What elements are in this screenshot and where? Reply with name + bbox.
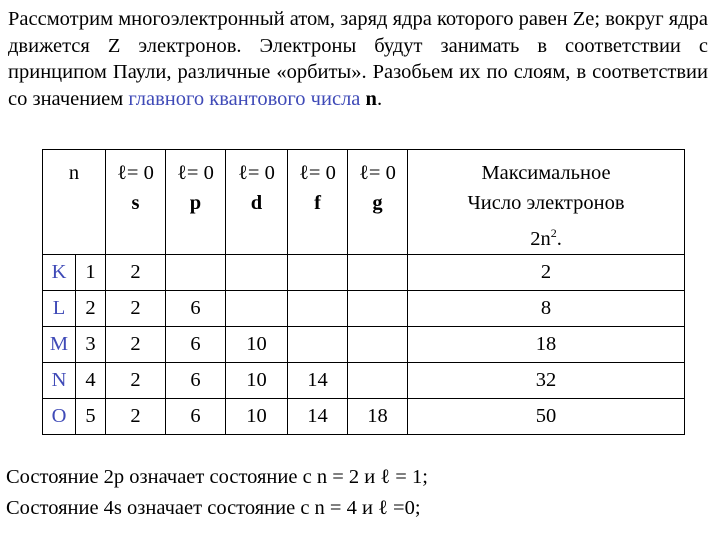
header-l-d <box>226 150 288 255</box>
orbital-label: g <box>372 192 383 214</box>
electron-shells-table <box>42 149 685 435</box>
cell-f: 14 <box>288 398 348 434</box>
cell-g <box>348 290 408 326</box>
header-l-g <box>348 150 408 255</box>
footer-notes <box>6 462 428 524</box>
cell-d <box>226 254 288 290</box>
shell-letter: M <box>43 326 76 362</box>
header-max-line1: Максимальное <box>481 162 611 184</box>
footer-line-4s: Состояние 4s означает состояние с n = 4 и ℓ =0; <box>6 497 421 519</box>
header-max-line3 <box>408 218 684 254</box>
cell-g <box>348 326 408 362</box>
orbital-label: s <box>131 192 140 214</box>
shell-n: 4 <box>76 362 106 398</box>
orbital-label: p <box>189 192 202 214</box>
cell-f <box>288 254 348 290</box>
header-max-line2: Число электронов <box>467 192 625 214</box>
l-value-label: ℓ= 0 <box>359 162 396 184</box>
header-l-p <box>166 150 226 255</box>
cell-f <box>288 290 348 326</box>
cell-p: 6 <box>166 398 226 434</box>
cell-p: 6 <box>166 290 226 326</box>
shell-n: 3 <box>76 326 106 362</box>
table-row <box>43 362 685 398</box>
intro-paragraph <box>8 6 708 112</box>
footer-line-2p: Состояние 2p означает состояние с n = 2 и ℓ = 1; <box>6 466 428 488</box>
intro-end: . <box>376 87 383 110</box>
cell-max: 18 <box>408 326 685 362</box>
shell-letter: K <box>43 254 76 290</box>
cell-max: 8 <box>408 290 685 326</box>
cell-d: 10 <box>226 362 288 398</box>
cell-max: 50 <box>408 398 685 434</box>
cell-d: 10 <box>226 398 288 434</box>
cell-d <box>226 290 288 326</box>
cell-s: 2 <box>106 326 166 362</box>
table-row <box>43 326 685 362</box>
cell-max: 2 <box>408 254 685 290</box>
header-n-label: n <box>68 162 80 184</box>
cell-s: 2 <box>106 290 166 326</box>
formula-end: . <box>556 227 562 250</box>
l-value-label: ℓ= 0 <box>117 162 154 184</box>
cell-p <box>166 254 226 290</box>
header-l-s <box>106 150 166 255</box>
cell-g <box>348 254 408 290</box>
intro-text: Рассмотрим многоэлектронный атом, заряд ядра которого равен Ze; вокруг ядра движется Z электронов. Электроны будут занимать в соответствии с принципом Паули, различные «орбиты». Разобьем их по слоям, в соответствии со значением <box>8 8 708 110</box>
cell-f: 14 <box>288 362 348 398</box>
shell-n: 1 <box>76 254 106 290</box>
header-max-electrons <box>408 150 685 255</box>
l-value-label: ℓ= 0 <box>238 162 275 184</box>
cell-d: 10 <box>226 326 288 362</box>
cell-f <box>288 326 348 362</box>
intro-symbol-n: n <box>365 87 377 110</box>
l-value-label: ℓ= 0 <box>299 162 336 184</box>
cell-p: 6 <box>166 362 226 398</box>
formula-superscript: 2 <box>550 226 557 240</box>
shell-letter: L <box>43 290 76 326</box>
table-row <box>43 398 685 434</box>
cell-max: 32 <box>408 362 685 398</box>
l-value-label: ℓ= 0 <box>177 162 214 184</box>
cell-g <box>348 362 408 398</box>
shell-n: 5 <box>76 398 106 434</box>
shell-n: 2 <box>76 290 106 326</box>
orbital-label: d <box>250 192 263 214</box>
cell-s: 2 <box>106 362 166 398</box>
cell-p: 6 <box>166 326 226 362</box>
table-header-row <box>43 150 685 255</box>
header-l-f <box>288 150 348 255</box>
table-row <box>43 254 685 290</box>
header-n <box>43 150 106 255</box>
orbital-label: f <box>314 192 321 214</box>
cell-g: 18 <box>348 398 408 434</box>
intro-highlight-term: главного квантового числа <box>128 87 361 110</box>
formula-base: 2n <box>530 227 551 250</box>
shell-letter: O <box>43 398 76 434</box>
table-row <box>43 290 685 326</box>
shell-letter: N <box>43 362 76 398</box>
cell-s: 2 <box>106 398 166 434</box>
cell-s: 2 <box>106 254 166 290</box>
